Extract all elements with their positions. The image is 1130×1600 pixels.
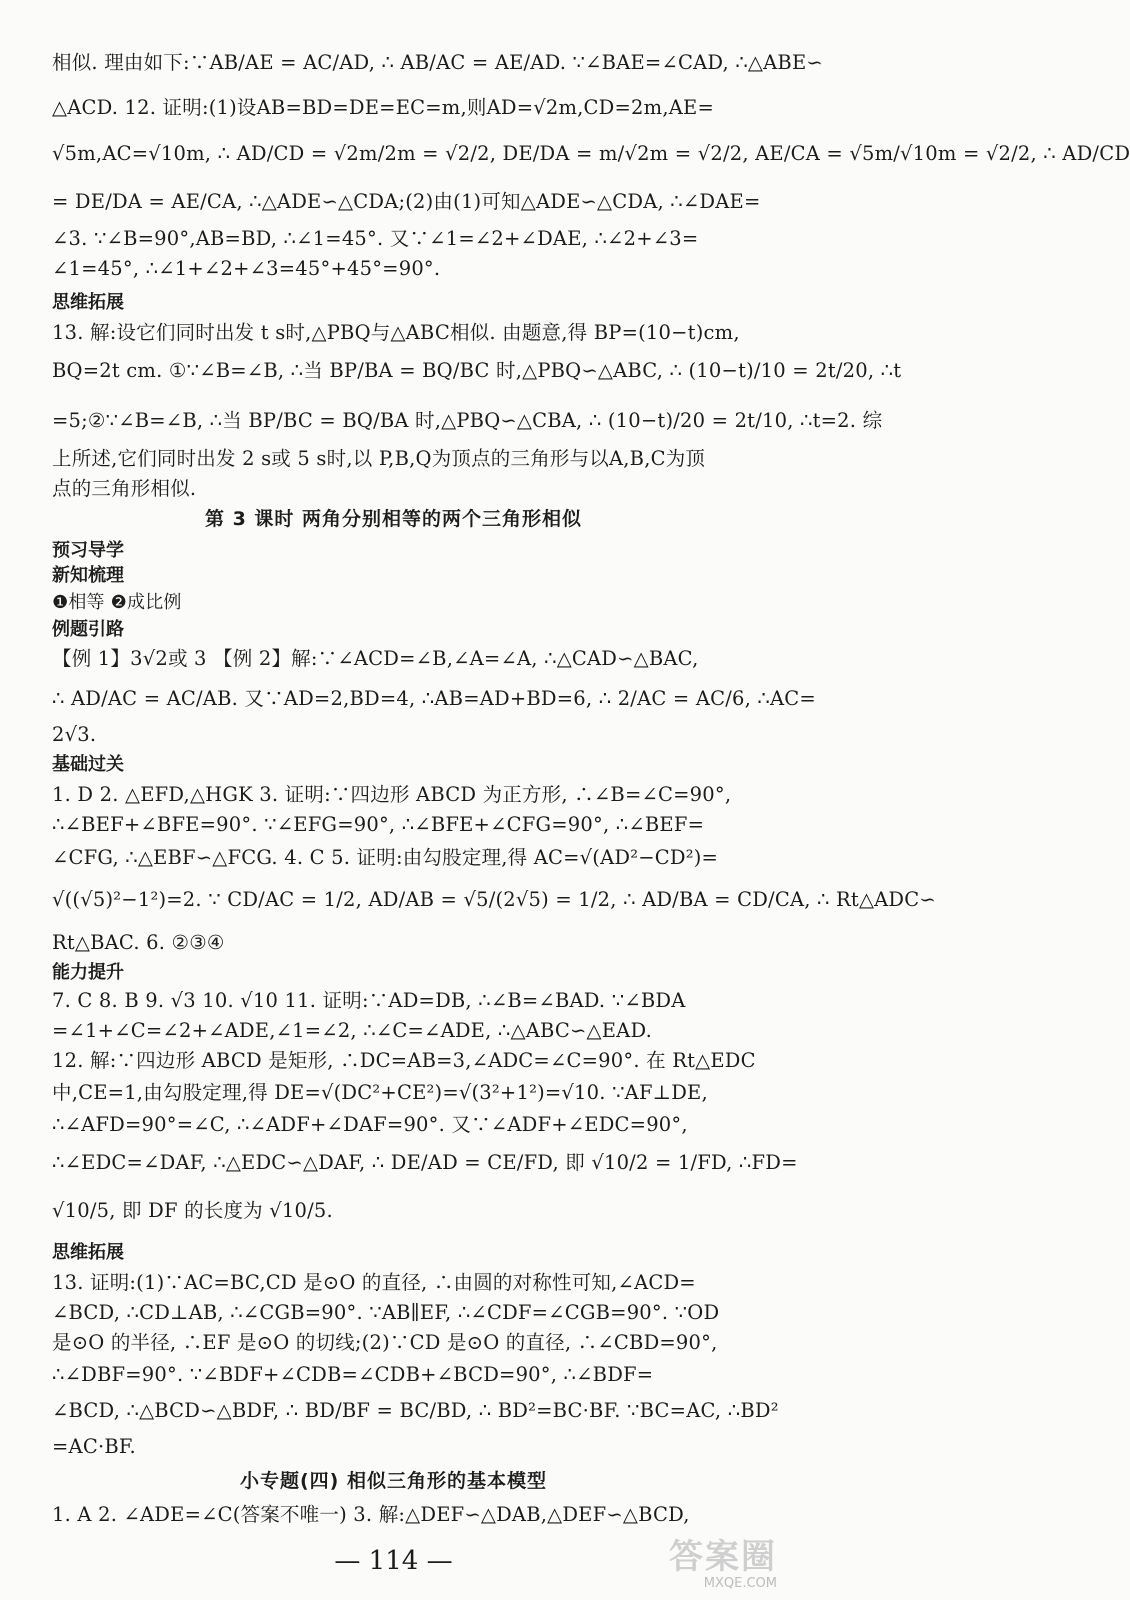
text-line: ∠CFG, ∴△EBF∽△FCG. 4. C 5. 证明:由勾股定理,得 AC=√(AD²−CD²)=: [52, 846, 719, 869]
text-line: 相似. 理由如下:∵AB/AE = AC/AD, ∴ AB/AC = AE/AD. ∵∠BAE=∠CAD, ∴△ABE∽: [52, 51, 823, 74]
text-line: ∴∠EDC=∠DAF, ∴△EDC∽△DAF, ∴ DE/AD = CE/FD, 即 √10/2 = 1/FD, ∴FD=: [52, 1151, 798, 1174]
special-topic-title: 小专题(四) 相似三角形的基本模型: [240, 1470, 547, 1492]
section-heading: 能力提升: [52, 962, 124, 983]
text-line: 是⊙O 的半径, ∴EF 是⊙O 的切线;(2)∵CD 是⊙O 的直径, ∴∠CBD=90°,: [52, 1331, 718, 1354]
watermark-logo: [669, 1538, 777, 1592]
text-line: ∠BCD, ∴CD⊥AB, ∴∠CGB=90°. ∵AB∥EF, ∴∠CDF=∠CGB=90°. ∵OD: [52, 1301, 720, 1324]
text-line: √10/5, 即 DF 的长度为 √10/5.: [52, 1199, 333, 1222]
text-line: BQ=2t cm. ①∵∠B=∠B, ∴当 BP/BA = BQ/BC 时,△PBQ∽△ABC, ∴ (10−t)/10 = 2t/20, ∴t: [52, 359, 902, 382]
text-line: 13. 证明:(1)∵AC=BC,CD 是⊙O 的直径, ∴由圆的对称性可知,∠ACD=: [52, 1271, 696, 1294]
text-line: 上所述,它们同时出发 2 s或 5 s时,以 P,B,Q为顶点的三角形与以A,B,C为顶: [52, 447, 706, 470]
text-line: 1. A 2. ∠ADE=∠C(答案不唯一) 3. 解:△DEF∽△DAB,△DEF∽△BCD,: [52, 1503, 690, 1526]
text-line: ∴∠AFD=90°=∠C, ∴∠ADF+∠DAF=90°. 又∵∠ADF+∠EDC=90°,: [52, 1113, 688, 1136]
section-heading: 基础过关: [52, 754, 124, 775]
text-line: ∠3. ∵∠B=90°,AB=BD, ∴∠1=45°. 又∵∠1=∠2+∠DAE, ∴∠2+∠3=: [52, 227, 699, 250]
watermark-url: MXQE.COM: [703, 1576, 777, 1591]
text-line: 7. C 8. B 9. √3 10. √10 11. 证明:∵AD=DB, ∴∠B=∠BAD. ∵∠BDA: [52, 989, 686, 1012]
text-line: 2√3.: [52, 723, 97, 746]
text-line: △ACD. 12. 证明:(1)设AB=BD=DE=EC=m,则AD=√2m,CD=2m,AE=: [52, 96, 715, 119]
text-line: ∠1=45°, ∴∠1+∠2+∠3=45°+45°=90°.: [52, 257, 441, 280]
text-line: 【例 1】3√2或 3 【例 2】解:∵∠ACD=∠B,∠A=∠A, ∴△CAD∽△BAC,: [52, 647, 699, 670]
text-line: 12. 解:∵四边形 ABCD 是矩形, ∴DC=AB=3,∠ADC=∠C=90°. 在 Rt△EDC: [52, 1049, 756, 1072]
watermark-text: 答案圈: [669, 1537, 777, 1577]
section-heading: 思维拓展: [52, 1242, 124, 1263]
text-line: =∠1+∠C=∠2+∠ADE,∠1=∠2, ∴∠C=∠ADE, ∴△ABC∽△EAD.: [52, 1019, 652, 1042]
lesson-title: 第 3 课时 两角分别相等的两个三角形相似: [204, 508, 583, 530]
text-line: Rt△BAC. 6. ②③④: [52, 931, 225, 954]
page-number: — 114 —: [334, 1546, 453, 1576]
text-line: √((√5)²−1²)=2. ∵ CD/AC = 1/2, AD/AB = √5/(2√5) = 1/2, ∴ AD/BA = CD/CA, ∴ Rt△ADC∽: [52, 888, 936, 911]
text-line: 点的三角形相似.: [52, 477, 197, 500]
text-line: = DE/DA = AE/CA, ∴△ADE∽△CDA;(2)由(1)可知△ADE∽△CDA, ∴∠DAE=: [52, 190, 761, 213]
text-line: 1. D 2. △EFD,△HGK 3. 证明:∵四边形 ABCD 为正方形, ∴∠B=∠C=90°,: [52, 783, 732, 806]
text-line: √5m,AC=√10m, ∴ AD/CD = √2m/2m = √2/2, DE/DA = m/√2m = √2/2, AE/CA = √5m/√10m = √2/2, ∴ AD/CD: [52, 142, 1130, 165]
text-line: ∴∠BEF+∠BFE=90°. ∵∠EFG=90°, ∴∠BFE+∠CFG=90°, ∴∠BEF=: [52, 813, 705, 836]
section-heading: 思维拓展: [52, 292, 124, 313]
text-line: 中,CE=1,由勾股定理,得 DE=√(DC²+CE²)=√(3²+1²)=√10. ∵AF⊥DE,: [52, 1081, 708, 1104]
section-heading: 例题引路: [52, 619, 124, 640]
text-line: =5;②∵∠B=∠B, ∴当 BP/BC = BQ/BA 时,△PBQ∽△CBA, ∴ (10−t)/20 = 2t/10, ∴t=2. 综: [52, 409, 883, 432]
section-heading: 新知梳理: [52, 565, 124, 586]
text-line: ∴∠DBF=90°. ∵∠BDF+∠CDB=∠CDB+∠BCD=90°, ∴∠BDF=: [52, 1363, 654, 1386]
text-line: =AC·BF.: [52, 1435, 136, 1458]
text-line: 13. 解:设它们同时出发 t s时,△PBQ与△ABC相似. 由题意,得 BP=(10−t)cm,: [52, 321, 740, 344]
section-heading: 预习导学: [52, 540, 124, 561]
text-line: ∠BCD, ∴△BCD∽△BDF, ∴ BD/BF = BC/BD, ∴ BD²=BC·BF. ∵BC=AC, ∴BD²: [52, 1399, 779, 1422]
text-line: ∴ AD/AC = AC/AB. 又∵AD=2,BD=4, ∴AB=AD+BD=6, ∴ 2/AC = AC/6, ∴AC=: [52, 687, 816, 710]
new-items: ❶相等 ❷成比例: [52, 592, 182, 613]
